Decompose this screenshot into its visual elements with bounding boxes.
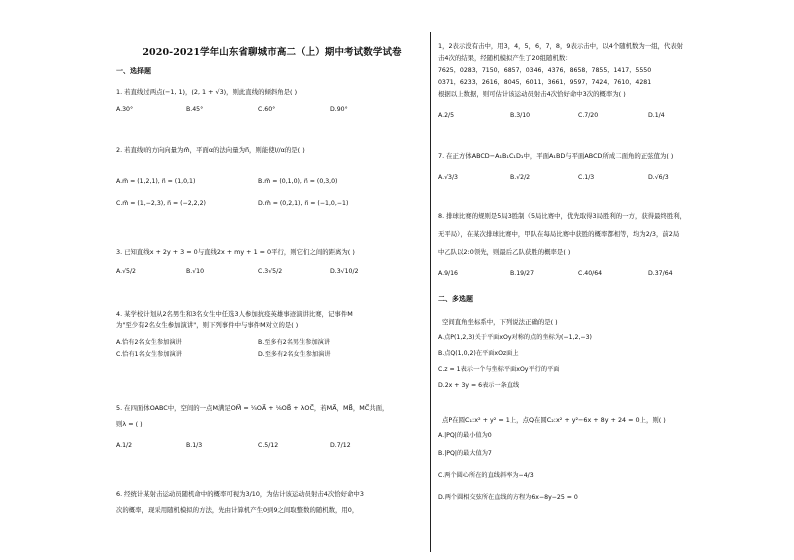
question-10: 点P在圆C₁:x² + y² = 1上，点Q在圆C₂:x² + y²−6x + 8y + 24 = 0上，则( ) xyxy=(442,416,666,424)
q3-option-d: D.3√10/2 xyxy=(330,268,359,275)
q8-option-b: B.19/27 xyxy=(510,270,535,277)
q6-option-d: D.1/4 xyxy=(648,112,665,119)
q8-option-c: C.40/64 xyxy=(578,270,603,277)
q1-option-a: A.30° xyxy=(116,106,134,113)
question-6-line-3: 1，2表示没有击中，用3，4，5，6，7，8，9表示击中，以4个随机数为一组，代表射 xyxy=(438,42,684,50)
q10-option-d: D.两个圆相交弦所在直线的方程为6x−8y−25 = 0 xyxy=(438,494,578,501)
q6-option-a: A.2/5 xyxy=(438,112,455,119)
q7-option-c: C.1/3 xyxy=(578,174,595,181)
q4-option-a: A.恰有2名女生参加演讲 xyxy=(116,339,182,346)
q5-option-a: A.1/2 xyxy=(116,442,133,449)
q2-option-d: D.m⃗ = (0,2,1), n⃗ = (−1,0,−1) xyxy=(258,200,349,207)
question-6-line-2: 次的概率，现采用随机模拟的方法，先由计算机产生0到9之间取整数的随机数，用0， xyxy=(116,506,359,514)
question-6-line-5: 根据以上数据，则可估计该运动员射击4次恰好命中3次的概率为( ) xyxy=(438,90,626,98)
column-divider xyxy=(430,32,431,552)
question-5-line-1: 5. 在四面体OABC中，空间的一点M满足OM⃗ = ¼OA⃗ + ⅙OB⃗ + λOC⃗，若MA⃗，MB⃗，MC⃗共面， xyxy=(116,404,389,412)
q7-option-b: B.√2/2 xyxy=(510,174,531,181)
q9-option-a: A.点P(1,2,3)关于平面xOy对称的点的坐标为(−1,2,−3) xyxy=(438,334,592,341)
question-2: 2. 若直线l的方向向量为m⃗，平面α的法向量为n⃗，则能使l//α的是( ) xyxy=(116,146,305,154)
right-column xyxy=(438,0,738,560)
section-heading-choice: 一、选择题 xyxy=(116,67,151,75)
q4-option-b: B.至多有2名男生参加演讲 xyxy=(258,339,331,346)
question-4-line-2: 为"至少有2名女生参加演讲"，则下列事件中与事件M对立的是( ) xyxy=(116,321,299,329)
section-heading-multi: 二、多选题 xyxy=(438,295,473,303)
question-8-line-1: 8. 排球比赛的规则是5局3胜制（5局比赛中，优先取得3局胜利的一方，获得最终胜利， xyxy=(438,212,687,220)
q6-option-c: C.7/20 xyxy=(578,112,599,119)
q3-option-b: B.√10 xyxy=(186,268,205,275)
q4-option-d: D.至多有2名女生参加演讲 xyxy=(258,351,331,358)
question-4-line-1: 4. 某学校计划从2名男生和3名女生中任选3人参加抗疫英雄事迹演讲比赛，记事件M xyxy=(116,310,353,318)
q1-option-d: D.90° xyxy=(330,106,348,113)
page-title: 2020-2021学年山东省聊城市高二（上）期中考试数学试卷 xyxy=(142,47,402,58)
question-1: 1. 若直线过两点(−1, 1)，(2, 1 + √3)，则此直线的倾斜角是( ) xyxy=(116,88,298,96)
left-column xyxy=(116,0,428,560)
q10-option-a: A.|PQ|的最小值为0 xyxy=(438,432,492,439)
q3-option-c: C.3√5/2 xyxy=(258,268,283,275)
q7-option-d: D.√6/3 xyxy=(648,174,669,181)
q8-option-a: A.9/16 xyxy=(438,270,458,277)
q10-option-b: B.|PQ|的最大值为7 xyxy=(438,450,492,457)
q10-option-c: C.两个圆心所在的直线斜率为−4/3 xyxy=(438,472,534,479)
random-numbers-row-1: 7625，0283，7150，6857，0346，4376，8658，7855，1417，5550 xyxy=(438,67,652,74)
q1-option-c: C.60° xyxy=(258,106,276,113)
question-8-line-3: 中乙队以2:0领先，则最后乙队获胜的概率是( ) xyxy=(438,248,571,256)
q7-option-a: A.√3/3 xyxy=(438,174,458,181)
q9-option-b: B.点Q(1,0,2)在平面xOz面上 xyxy=(438,350,519,357)
q5-option-d: D.7/12 xyxy=(330,442,351,449)
q5-option-b: B.1/3 xyxy=(186,442,203,449)
question-3: 3. 已知直线x + 2y + 3 = 0与直线2x + my + 1 = 0平行，则它们之间的距离为( ) xyxy=(116,248,355,256)
q8-option-d: D.37/64 xyxy=(648,270,673,277)
q6-option-b: B.3/10 xyxy=(510,112,531,119)
q3-option-a: A.√5/2 xyxy=(116,268,136,275)
q9-option-d: D.2x + 3y = 6表示一条直线 xyxy=(438,382,520,389)
q2-option-c: C.m⃗ = (1,−2,3), n⃗ = (−2,2,2) xyxy=(116,200,206,207)
question-9: 空间直角坐标系中，下列说法正确的是( ) xyxy=(442,318,558,326)
question-7: 7. 在正方体ABCD−A₁B₁C₁D₁中，平面A₁BD与平面ABCD所成二面角的正弦值为( ) xyxy=(438,152,674,160)
question-6-line-4: 击4次的结果，经随机模拟产生了20组随机数： xyxy=(438,54,572,62)
random-numbers-row-2: 0371，6233，2616，8045，6011，3661，9597，7424，7610，4281 xyxy=(438,79,652,86)
q2-option-a: A.m⃗ = (1,2,1), n⃗ = (1,0,1) xyxy=(116,178,196,185)
q5-option-c: C.5/12 xyxy=(258,442,279,449)
question-6-line-1: 6. 经统计某射击运动员随机命中的概率可视为3/10，为估计该运动员射击4次恰好命中3 xyxy=(116,490,364,498)
q1-option-b: B.45° xyxy=(186,106,204,113)
q9-option-c: C.z = 1表示一个与坐标平面xOy平行的平面 xyxy=(438,366,560,373)
q2-option-b: B.m⃗ = (0,1,0), n⃗ = (0,3,0) xyxy=(258,178,338,185)
q4-option-c: C.恰有1名女生参加演讲 xyxy=(116,351,182,358)
question-8-line-2: 无平局），在某次排球比赛中，甲队在每局比赛中获胜的概率都相等，均为2/3，前2局 xyxy=(438,230,680,238)
question-5-line-2: 则λ = ( ) xyxy=(116,420,143,428)
